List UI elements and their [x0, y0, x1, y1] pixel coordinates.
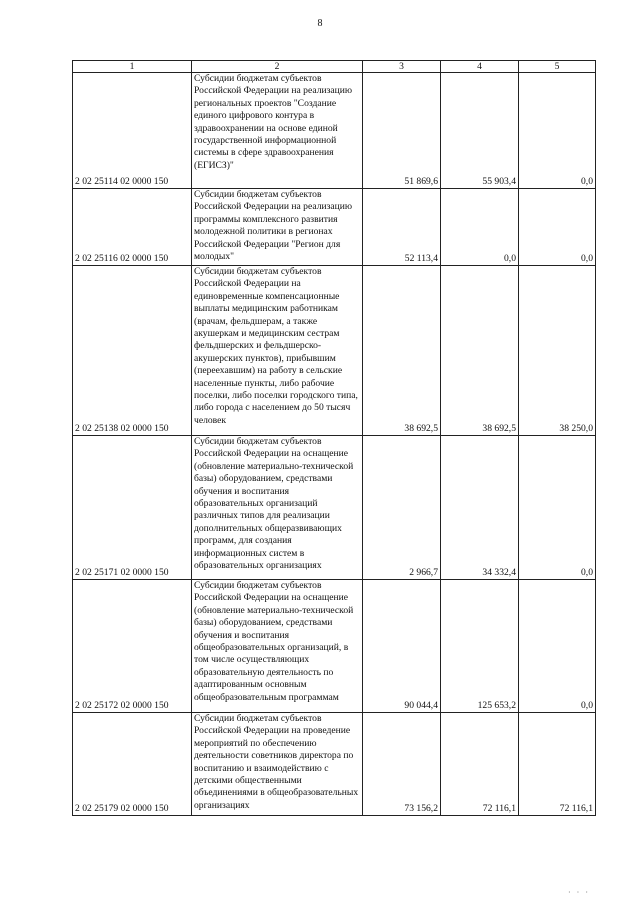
column-header: 1 — [73, 61, 192, 73]
amount-col3-cell: 2 966,7 — [363, 436, 441, 580]
description-cell: Субсидии бюджетам субъектов Российской Федерации на реализацию региональных проектов "Создание единого цифрового контура в здравоохранении на основе единой государственной информационной системы в сфере здравоохранения (ЕГИСЗ)" — [192, 73, 363, 189]
amount-col3-cell: 38 692,5 — [363, 266, 441, 436]
amount-col5-cell: 38 250,0 — [519, 266, 596, 436]
amount-col4-cell: 72 116,1 — [441, 713, 519, 816]
amount-col4-cell: 34 332,4 — [441, 436, 519, 580]
table-row — [73, 580, 596, 713]
amount-col4-cell: 0,0 — [441, 189, 519, 266]
amount-col5-cell: 0,0 — [519, 436, 596, 580]
amount-col3-cell: 51 869,6 — [363, 73, 441, 189]
description-cell: Субсидии бюджетам субъектов Российской Федерации на оснащение (обновление материально-технической базы) оборудованием, средствами обучения и воспитания образовательных организаций различных типов для реализации дополнительных общеразвивающих программ, для создания информационных систем в образовательных организациях — [192, 436, 363, 580]
column-header: 4 — [441, 61, 519, 73]
amount-col4-cell: 38 692,5 — [441, 266, 519, 436]
amount-col5-cell: 0,0 — [519, 73, 596, 189]
budget-code-cell: 2 02 25138 02 0000 150 — [73, 266, 192, 436]
description-cell: Субсидии бюджетам субъектов Российской Федерации на единовременные компенсационные выплаты медицинским работникам (врачам, фельдшерам, а также акушеркам и медицинским сестрам фельдшерских и фельдшерско-акушерских пунктов), прибывшим (переехавшим) на работу в сельские населенные пункты, либо рабочие поселки, либо поселки городского типа, либо города с населением до 50 тысяч человек — [192, 266, 363, 436]
budget-code-cell: 2 02 25114 02 0000 150 — [73, 73, 192, 189]
scan-artifact-mark: · · · — [568, 888, 590, 897]
amount-col4-cell: 125 653,2 — [441, 580, 519, 713]
description-cell: Субсидии бюджетам субъектов Российской Федерации на реализацию программы комплексного развития молодежной политики в регионах Российской Федерации "Регион для молодых" — [192, 189, 363, 266]
amount-col3-cell: 90 044,4 — [363, 580, 441, 713]
column-header: 5 — [519, 61, 596, 73]
budget-code-cell: 2 02 25172 02 0000 150 — [73, 580, 192, 713]
amount-col3-cell: 52 113,4 — [363, 189, 441, 266]
column-header: 3 — [363, 61, 441, 73]
budget-code-cell: 2 02 25171 02 0000 150 — [73, 436, 192, 580]
page-number: 8 — [317, 18, 323, 29]
amount-col5-cell: 72 116,1 — [519, 713, 596, 816]
amount-col5-cell: 0,0 — [519, 580, 596, 713]
description-cell: Субсидии бюджетам субъектов Российской Федерации на проведение мероприятий по обеспечению деятельности советников директора по воспитанию и взаимодействию с детскими общественными объединениями в общеобразовательных организациях — [192, 713, 363, 816]
table-row — [73, 713, 596, 816]
budget-code-cell: 2 02 25179 02 0000 150 — [73, 713, 192, 816]
description-cell: Субсидии бюджетам субъектов Российской Федерации на оснащение (обновление материально-технической базы) оборудованием, средствами обучения и воспитания общеобразовательных организаций, в том числе осуществляющих образовательную деятельность по адаптированным основным общеобразовательным программам — [192, 580, 363, 713]
table-row — [73, 73, 596, 189]
amount-col4-cell: 55 903,4 — [441, 73, 519, 189]
table-header-row — [73, 61, 596, 73]
budget-code-cell: 2 02 25116 02 0000 150 — [73, 189, 192, 266]
table-row — [73, 189, 596, 266]
amount-col3-cell: 73 156,2 — [363, 713, 441, 816]
table-row — [73, 266, 596, 436]
table-row — [73, 436, 596, 580]
amount-col5-cell: 0,0 — [519, 189, 596, 266]
column-header: 2 — [192, 61, 363, 73]
budget-revenue-table — [72, 60, 596, 816]
